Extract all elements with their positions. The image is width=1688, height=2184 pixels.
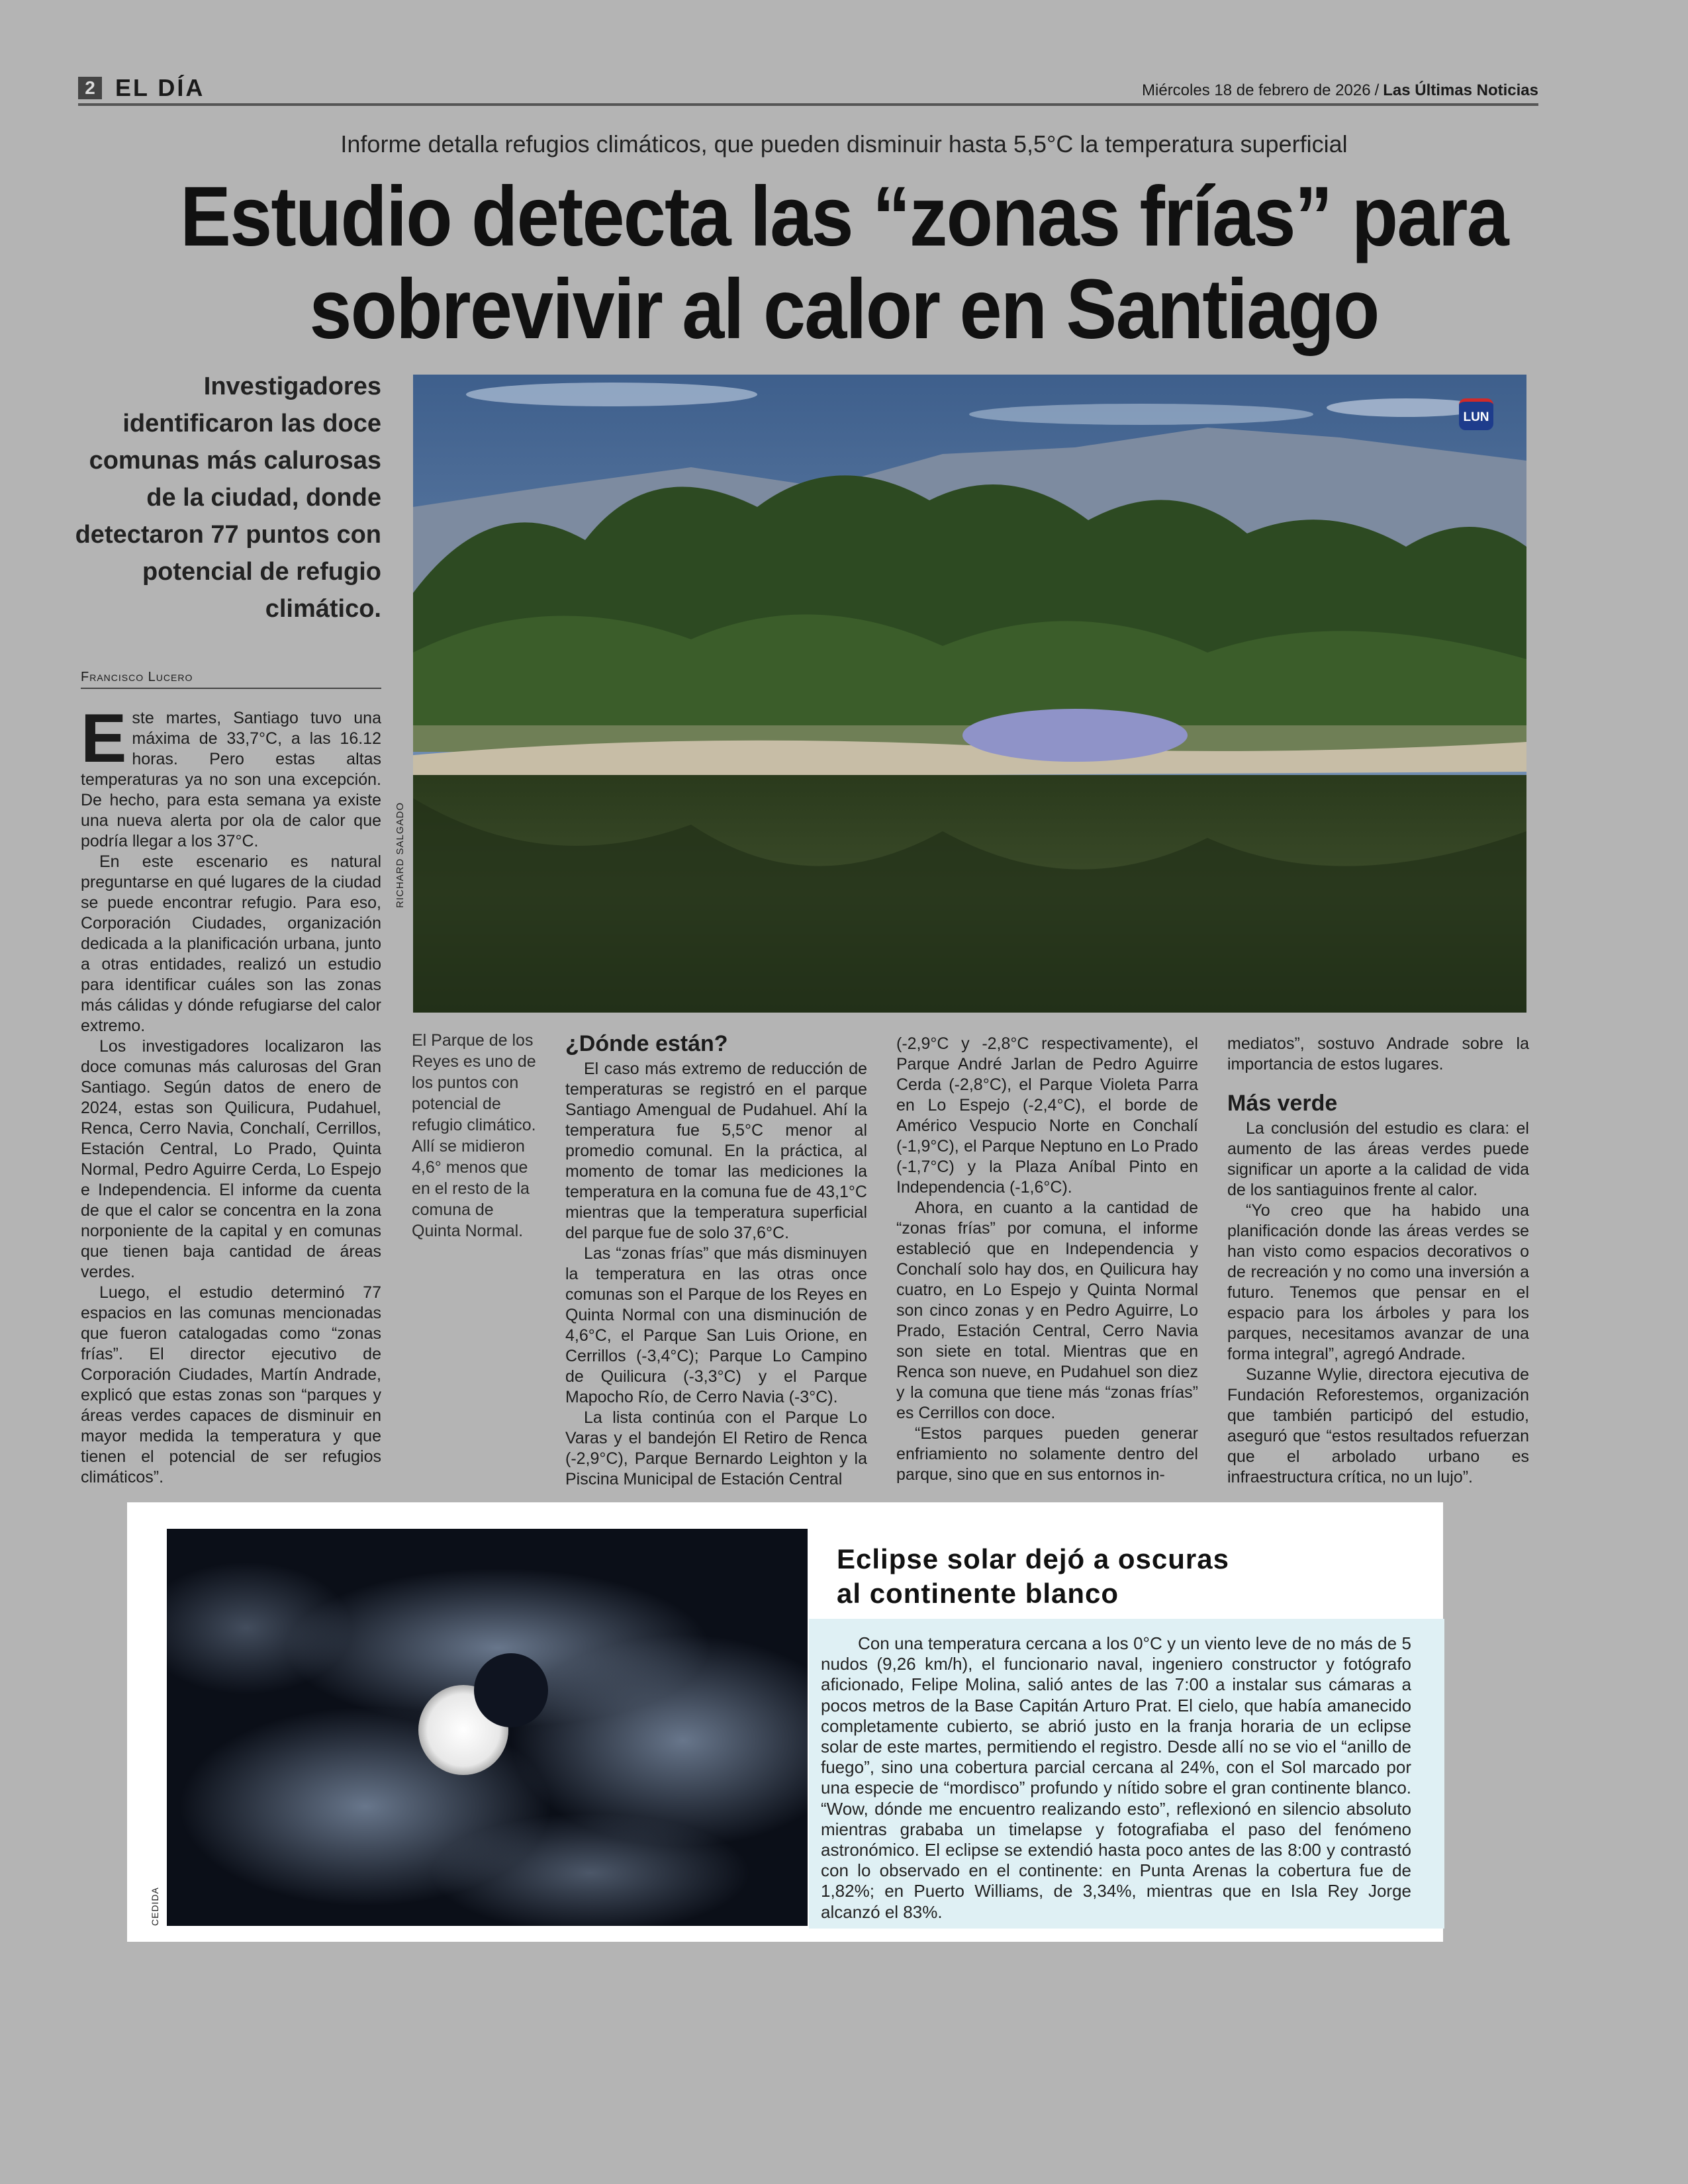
paragraph: Luego, el estudio determinó 77 espacios en las comunas mencionadas que fueron catalogadas como “zonas frías”. El director ejecutivo de Corporación Ciudades, Martín Andrade, explicó que estas zonas son “parques y áreas verdes capaces de disminuir en mayor medida la temperatura y que tienen el potencial de ser refugios climáticos”.	[81, 1283, 381, 1486]
dateline-separator: /	[1374, 81, 1380, 99]
kicker: Informe detalla refugios climáticos, que pueden disminuir hasta 5,5°C la temperatura superficial	[340, 130, 1348, 158]
paragraph: Los investigadores localizaron las doce comunas más calurosas del Gran Santiago. Según datos de enero de 2024, estas son Quilicura, Pudahuel, Renca, Cerro Navia, Conchalí, Cerrillos, Estación Central, Lo Prado, Quinta Normal, Pedro Aguirre Cerda, Lo Espejo e Independencia. El informe da cuenta de que el calor se concentra en la zona norponiente de la capital y en comunas que tienen baja cantidad de áreas verdes.	[81, 1037, 381, 1281]
byline: Francisco Lucero	[81, 670, 381, 689]
paragraph: El caso más extremo de reducción de temperaturas se registró en el parque Santiago Amengual de Pudahuel. Ahí la temperatura fue 5,5°C menor al promedio comunal. En la práctica, al momento de tomar las mediciones la temperatura en la comuna fue de 43,1°C mientras que la temperatura superficial del parque fue de solo 37,6°C.	[565, 1060, 867, 1242]
page-number: 2	[78, 77, 102, 99]
article-column-2	[565, 1031, 867, 1490]
eclipse-body	[821, 1633, 1411, 1923]
deck: Investigadores identificaron las doce comunas más calurosas de la ciudad, donde detectaron 77 puntos con potencial de refugio climático.	[75, 373, 381, 623]
publication-name: Las Últimas Noticias	[1383, 81, 1538, 99]
subheading: ¿Dónde están?	[565, 1031, 728, 1056]
article-column-3	[896, 1034, 1198, 1485]
photo-caption: El Parque de los Reyes es uno de los puntos con potencial de refugio climático. Allí se midieron 4,6° menos que en el resto de la comuna de Quinta Normal.	[412, 1031, 536, 1240]
paragraph: “Yo creo que ha habido una planificación donde las áreas verdes se han visto como espacios decorativos o de recreación y no como una inversión a futuro. Tenemos que pensar en el espacio para los árboles y para los parques, necesitamos avanzar de una forma integral”, agregó Andrade.	[1227, 1201, 1529, 1363]
article-column-4	[1227, 1034, 1529, 1488]
dateline	[1142, 81, 1538, 101]
paragraph-text: ste martes, Santiago tuvo una máxima de 33,7°C, a las 16.12 horas. Pero estas altas temperaturas ya no son una excepción. De hecho, para esta semana ya existe una nueva alerta por ola de calor que podría llegar a los 37°C.	[81, 709, 381, 850]
eclipse-title	[837, 1542, 1419, 1611]
photo-credit: RICHARD SALGADO	[395, 801, 406, 908]
eclipse-photo	[167, 1529, 808, 1926]
headline-line-2: sobrevivir al calor en Santiago	[309, 262, 1379, 357]
date: Miércoles 18 de febrero de 2026	[1142, 81, 1371, 99]
paragraph: Con una temperatura cercana a los 0°C y un viento leve de no más de 5 nudos (9,26 km/h), el funcionario naval, ingeniero constructor y fotógrafo aficionado, Felipe Molina, salió antes de las 7:00 a instalar sus cámaras a pocos metros de la Base Capitán Arturo Prat. El cielo, que había amanecido completamente cubierto, se abrió justo en la franja horaria de un eclipse solar de este martes, permitiendo el registro. Desde allí no se vio el “anillo de fuego”, sino una cobertura parcial cercana al 24%, con el Sol marcado por una especie de “mordisco” profundo y nítido sobre el gran continente blanco. “Wow, dónde me encuentro realizando esto”, reflexionó en silencio absoluto mientras grababa un timelapse y fotografiaba el paso del fenómeno astronómico. El eclipse se extendió hasta poco antes de las 8:00 y contrastó con lo observado en el continente: en Punta Arenas la cobertura fue de 1,82%; en Puerto Williams, de 3,34%, mientras que en Isla Rey Jorge alcanzó el 83%.	[821, 1633, 1411, 1922]
page-header	[78, 74, 1538, 106]
headline-line-1: Estudio detecta las “zonas frías” para	[180, 169, 1508, 264]
paragraph: Suzanne Wylie, directora ejecutiva de Fundación Reforestemos, organización que también participó del estudio, aseguró que “estos resultados refuerzan que el arbolado urbano es infraestructura crítica, no un lujo”.	[1227, 1365, 1529, 1486]
paragraph: mediatos”, sostuvo Andrade sobre la importancia de estos lugares.	[1227, 1034, 1529, 1073]
eclipse-photo-credit: CEDIDA	[150, 1887, 160, 1926]
paragraph: En este escenario es natural preguntarse en qué lugares de la ciudad se puede encontrar refugio. Para eso, Corporación Ciudades, organización dedicada a la planificación urbana, junto a otras entidades, realizó un estudio para identificar cuáles son las zonas más cálidas y dónde refugiarse del calor extremo.	[81, 852, 381, 1035]
park-photo	[413, 375, 1526, 1013]
paragraph: (-2,9°C y -2,8°C respectivamente), el Parque André Jarlan de Pedro Aguirre Cerda (-2,8°C), el Parque Violeta Parra en Lo Espejo (-2,4°C), el borde de Américo Vespucio Norte en Conchalí (-1,9°C), el Parque Neptuno en Lo Prado (-1,7°C) y la Plaza Aníbal Pinto en Independencia (-1,6°C).	[896, 1034, 1198, 1197]
paragraph: Las “zonas frías” que más disminuyen la temperatura en las otras once comunas son el Parque de los Reyes en Quinta Normal con una disminución de 4,6°C, el Parque San Luis Orione, en Cerrillos (-3,4°C); Parque Lo Campino de Quilicura (-3,3°C) y el Parque Mapocho Río, de Cerro Navia (-3°C).	[565, 1244, 867, 1406]
eclipse-title-line-1: Eclipse solar dejó a oscuras	[837, 1543, 1229, 1574]
headline	[144, 171, 1544, 356]
lun-logo: LUN	[1459, 398, 1493, 430]
eclipse-title-line-2: al continente blanco	[837, 1578, 1119, 1609]
article-column-1	[81, 700, 381, 1488]
paragraph: La conclusión del estudio es clara: el aumento de las áreas verdes puede significar un aporte a la calidad de vida de los santiaguinos frente al calor.	[1227, 1119, 1529, 1199]
drop-cap: E	[81, 700, 127, 777]
section-name: EL DÍA	[115, 74, 205, 101]
paragraph: La lista continúa con el Parque Lo Varas y el bandejón El Retiro de Renca (-2,9°C), Parque Bernardo Leighton y la Piscina Municipal de Estación Central	[565, 1408, 867, 1488]
paragraph: “Estos parques pueden generar enfriamiento no solamente dentro del parque, sino que en sus entornos in-	[896, 1424, 1198, 1484]
eclipse-photo-illustration	[167, 1529, 808, 1926]
paragraph: Ahora, en cuanto a la cantidad de “zonas frías” por comuna, el informe estableció que en Independencia y Conchalí solo hay dos, en Quilicura hay cuatro, en Lo Espejo y Quinta Normal son cinco zonas y en Pedro Aguirre, Lo Prado, Estación Central, Cerro Navia son siete en total. Mientras que en Renca son nueve, en Pudahuel son diez y la comuna que tiene más “zonas frías” es Cerrillos con doce.	[896, 1199, 1198, 1422]
paragraph	[81, 700, 381, 852]
subheading: Más verde	[1227, 1091, 1338, 1116]
park-photo-illustration	[413, 375, 1526, 1013]
